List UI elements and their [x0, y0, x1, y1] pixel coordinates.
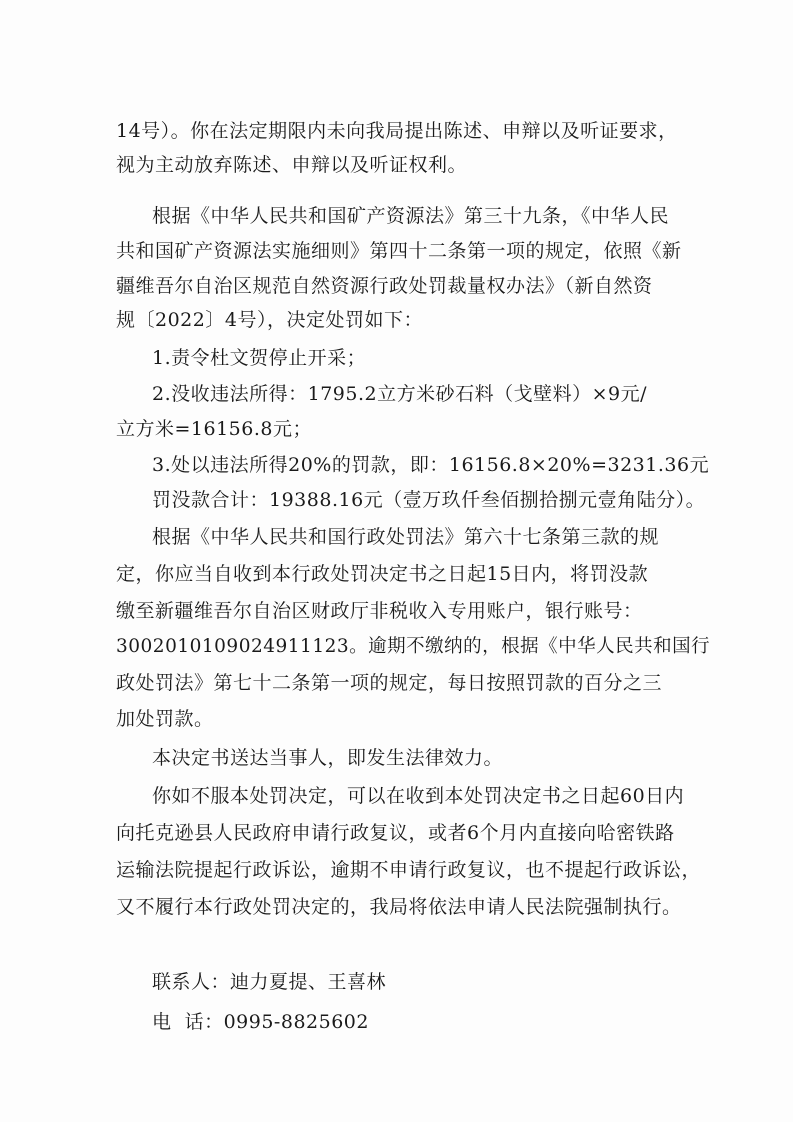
penalty-item-3: 3.处以违法所得20%的罚款，即：16156.8×20%=3231.36元: [152, 454, 710, 476]
paragraph-2-line-4: 规〔2022〕4号），决定处罚如下：: [116, 309, 423, 331]
paragraph-5-line-3: 运输法院提起行政诉讼，逾期不申请行政复议，也不提起行政诉讼，: [116, 859, 702, 881]
paragraph-3-line-3: 缴至新疆维吾尔自治区财政厅非税收入专用账户，银行账号：: [116, 600, 643, 622]
paragraph-2-line-2: 共和国矿产资源法实施细则》第四十二条第一项的规定，依照《新: [116, 240, 682, 262]
paragraph-5-line-4: 又不履行本行政处罚决定的，我局将依法申请人民法院强制执行。: [116, 896, 682, 918]
paragraph-3-line-1: 根据《中华人民共和国行政处罚法》第六十七条第三款的规: [152, 526, 660, 548]
paragraph-5-line-1: 你如不服本处罚决定，可以在收到本处罚决定书之日起60日内: [152, 785, 685, 807]
penalty-item-1: 1.责令杜文贺停止开采；: [152, 347, 367, 369]
contact-phone: 电 话：0995-8825602: [152, 1011, 369, 1033]
paragraph-3-line-6: 加处罚款。: [116, 708, 214, 730]
paragraph-3-line-5: 政处罚法》第七十二条第一项的规定，每日按照罚款的百分之三: [116, 672, 663, 694]
contact-person: 联系人：迪力夏提、王喜林: [152, 971, 387, 993]
paragraph-4: 本决定书送达当事人，即发生法律效力。: [152, 747, 504, 769]
paragraph-1-line-1: 14号）。你在法定期限内未向我局提出陈述、申辩以及听证要求，: [116, 120, 678, 142]
paragraph-1-line-2: 视为主动放弃陈述、申辩以及听证权利。: [116, 154, 468, 176]
paragraph-2-line-3: 疆维吾尔自治区规范自然资源行政处罚裁量权办法》（新自然资: [116, 275, 653, 297]
paragraph-3-line-2: 定，你应当自收到本行政处罚决定书之日起15日内，将罚没款: [116, 563, 649, 585]
paragraph-3-line-4: 3002010109024911123。逾期不缴纳的，根据《中华人民共和国行: [116, 636, 711, 657]
paragraph-2-line-1: 根据《中华人民共和国矿产资源法》第三十九条，《中华人民: [152, 205, 670, 227]
penalty-item-2-line-1: 2.没收违法所得：1795.2立方米砂石料（戈壁料）×9元/: [152, 383, 648, 405]
penalty-item-2-line-2: 立方米=16156.8元；: [116, 418, 312, 440]
paragraph-5-line-2: 向托克逊县人民政府申请行政复议，或者6个月内直接向哈密铁路: [116, 822, 675, 844]
penalty-total: 罚没款合计：19388.16元（壹万玖仟叁佰捌拾捌元壹角陆分）。: [152, 489, 706, 511]
